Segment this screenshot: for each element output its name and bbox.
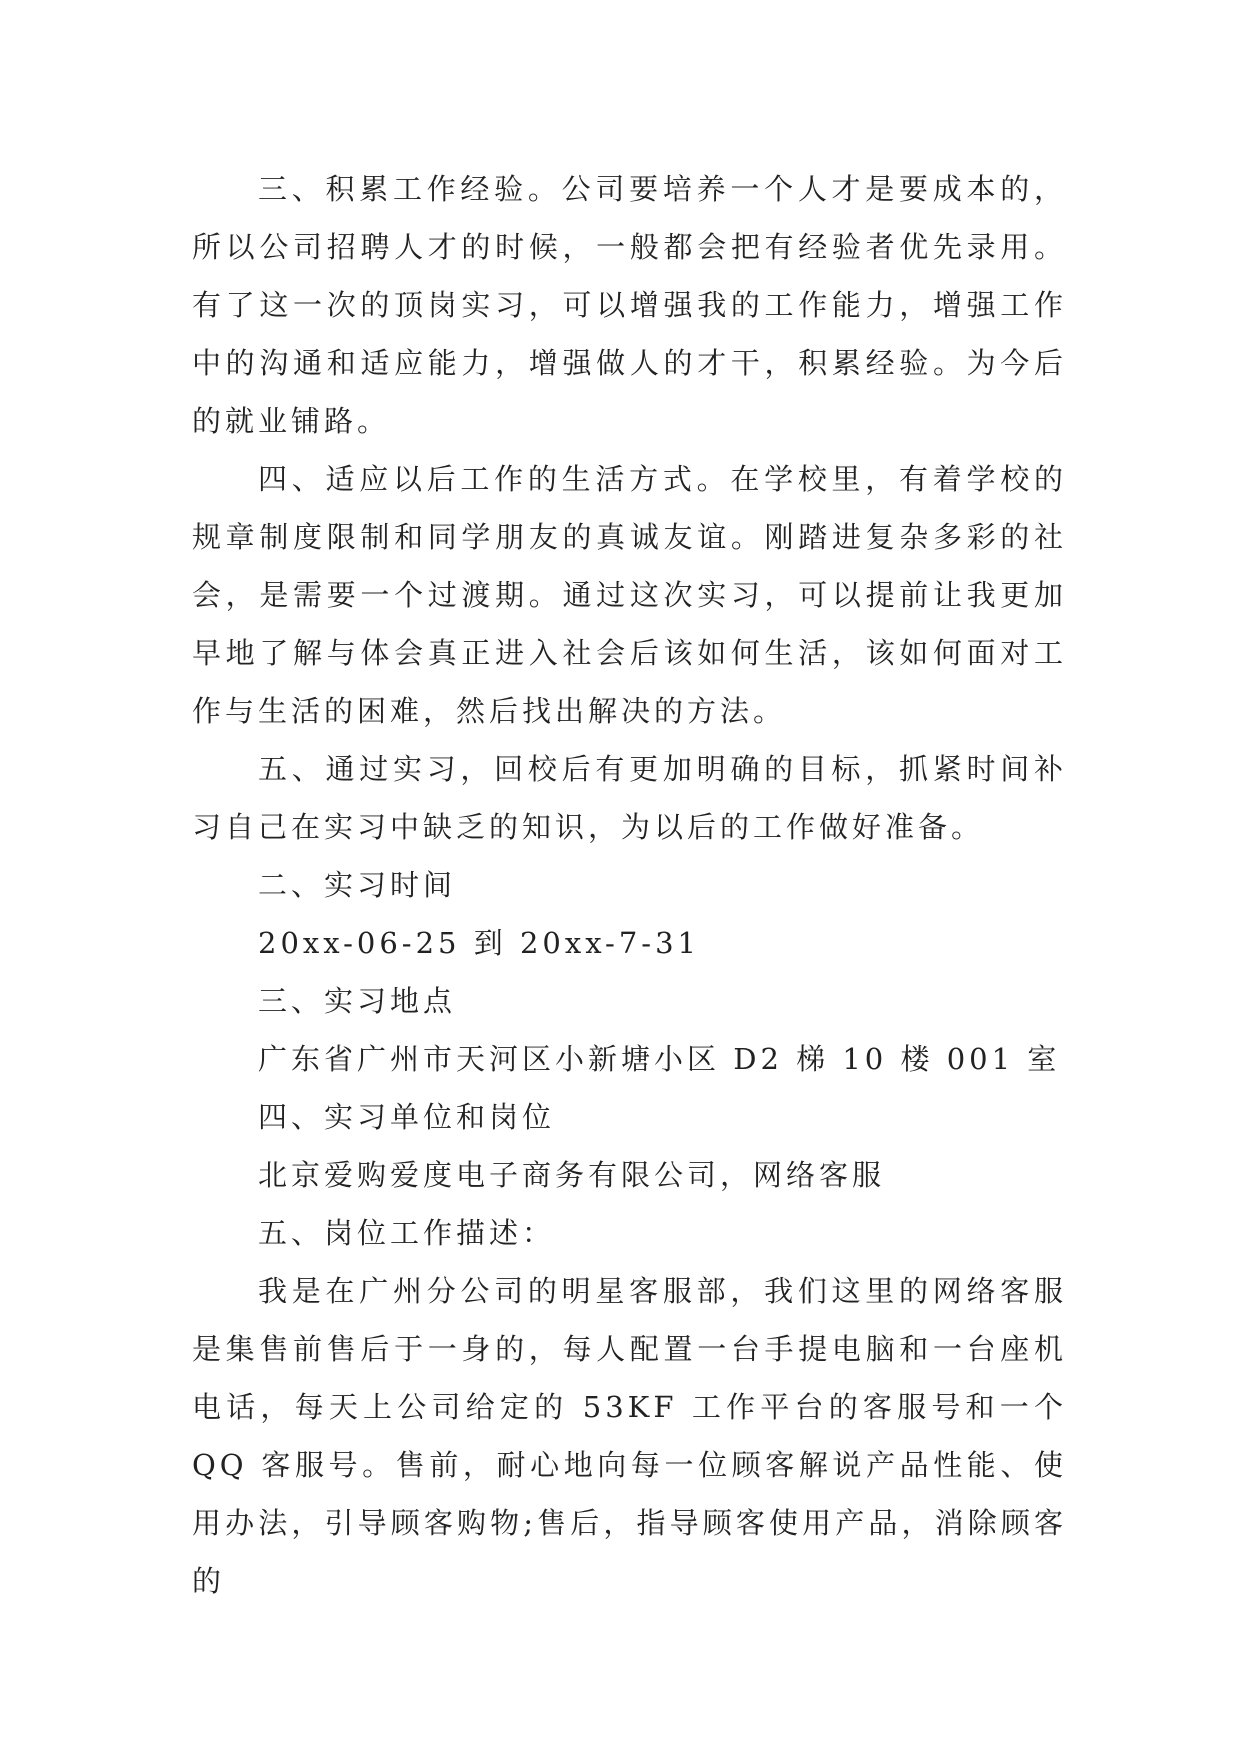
paragraph-clear-goals: 五、通过实习，回校后有更加明确的目标，抓紧时间补习自己在实习中缺乏的知识，为以后的工作做好准备。 xyxy=(192,752,1067,844)
heading-internship-unit: 四、实习单位和岗位 xyxy=(258,1100,556,1134)
heading-internship-location: 三、实习地点 xyxy=(258,984,457,1018)
heading-job-description: 五、岗位工作描述： xyxy=(258,1216,556,1250)
paragraph-adapt-lifestyle: 四、适应以后工作的生活方式。在学校里，有着学校的规章制度限制和同学朋友的真诚友谊。刚踏进复杂多彩的社会，是需要一个过渡期。通过这次实习，可以提前让我更加早地了解与体会真正进入社会后该如何生活，该如何面对工作与生活的困难，然后找出解决的方法。 xyxy=(192,462,1067,728)
paragraph-job-description: 我是在广州分公司的明星客服部，我们这里的网络客服是集售前售后于一身的，每人配置一台手提电脑和一台座机电话，每天上公司给定的 53KF 工作平台的客服号和一个 QQ 客服号。售前，耐心地向每一位顾客解说产品性能、使用办法，引导顾客购物;售后，指导顾客使用产品，消除顾客的 xyxy=(192,1274,1067,1598)
paragraph-accumulate-experience: 三、积累工作经验。公司要培养一个人才是要成本的，所以公司招聘人才的时候，一般都会把有经验者优先录用。有了这一次的顶岗实习，可以增强我的工作能力，增强工作中的沟通和适应能力，增强做人的才干，积累经验。为今后的就业铺路。 xyxy=(192,172,1067,438)
internship-time-value: 20xx-06-25 到 20xx-7-31 xyxy=(258,926,700,960)
internship-location-value: 广东省广州市天河区小新塘小区 D2 梯 10 楼 001 室 xyxy=(258,1042,1061,1076)
internship-unit-value: 北京爱购爱度电子商务有限公司，网络客服 xyxy=(258,1158,886,1192)
heading-internship-time: 二、实习时间 xyxy=(258,868,457,902)
document-body xyxy=(192,160,1067,1610)
